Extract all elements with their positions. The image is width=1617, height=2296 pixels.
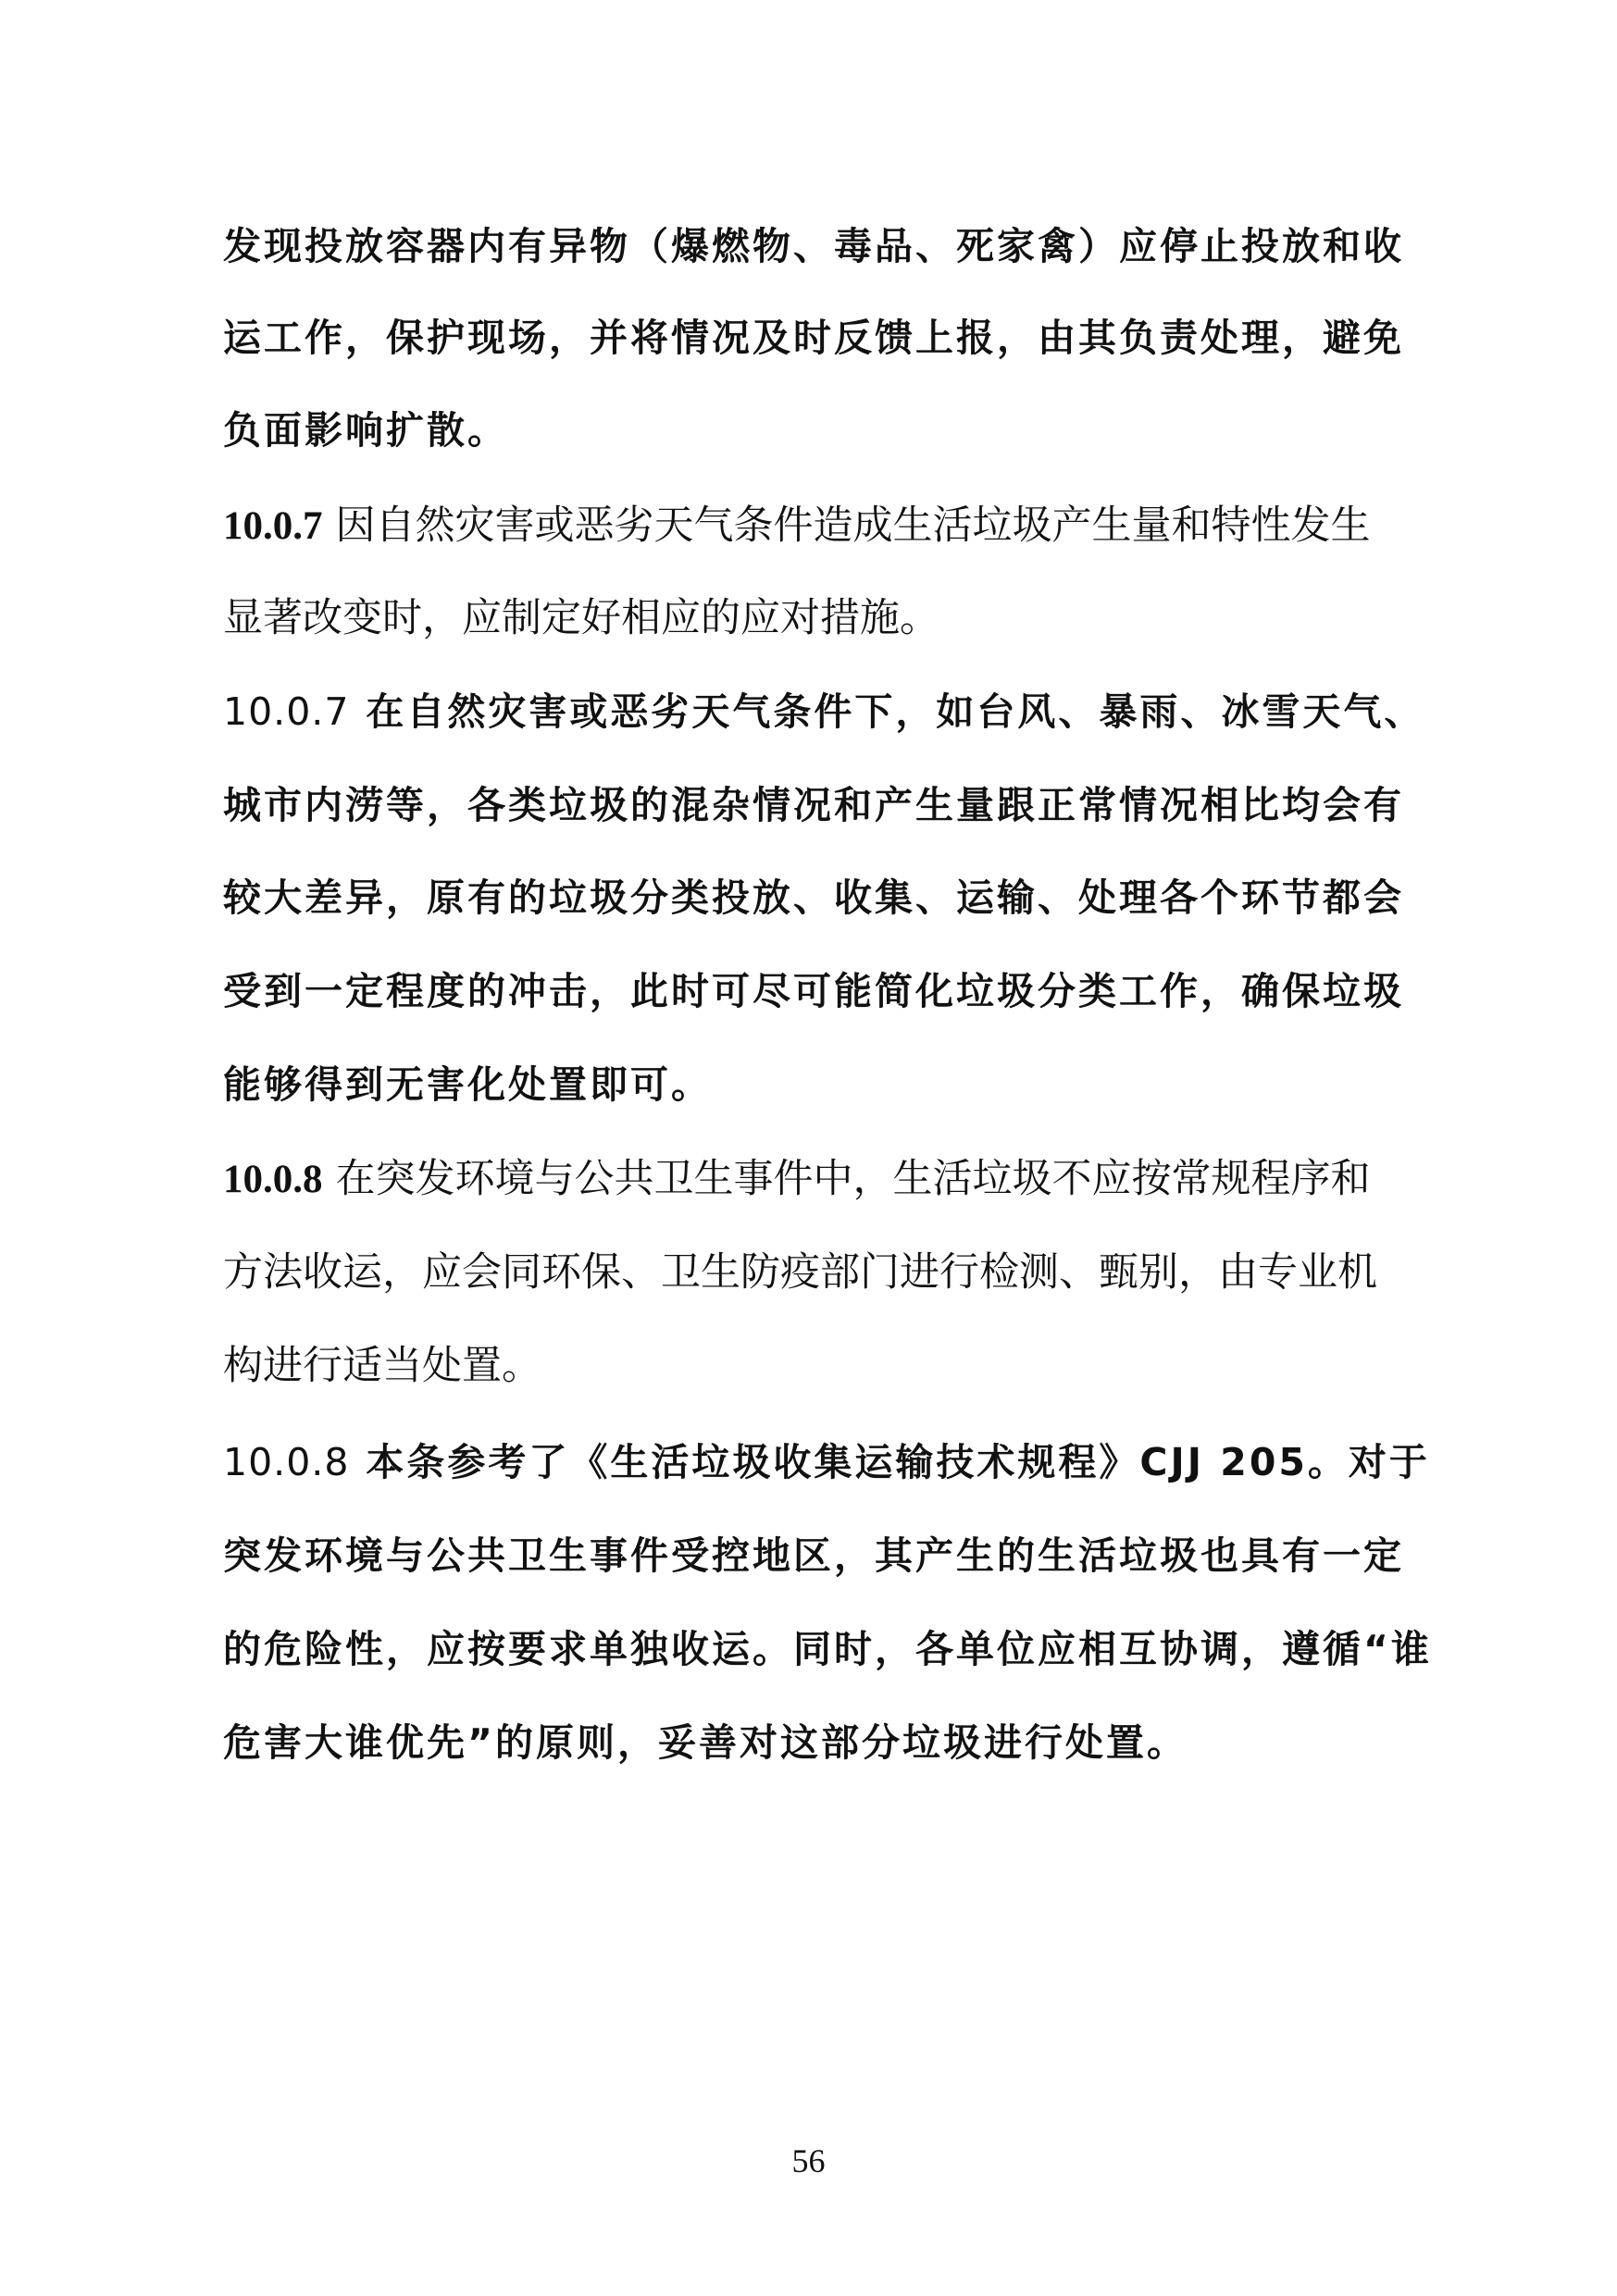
clause-line [223, 1253, 1399, 1293]
text-line: 危害大谁优先”的原则，妥善对这部分垃圾进行处置。 [223, 1720, 1188, 1765]
explanation-line [223, 969, 1404, 1013]
clause-number: 10.0.7 [223, 504, 323, 548]
text-line: 构进行适当处置。 [223, 1345, 541, 1388]
text-line: 本条参考了《生活垃圾收集运输技术规程》CJJ 205。对于 [366, 1440, 1430, 1484]
clause-line [223, 599, 1399, 639]
clause-line [223, 1160, 1399, 1199]
explanation-line [223, 1062, 1399, 1107]
clause-line [223, 1347, 1399, 1386]
explanation-line [223, 1533, 1404, 1578]
text-line: 能够得到无害化处置即可。 [223, 1062, 712, 1107]
text-line: 在自然灾害或恶劣天气条件下，如台风、暴雨、冰雪天气、 [366, 689, 1425, 734]
text-line: 受到一定程度的冲击，此时可尽可能简化垃圾分类工作，确保垃圾 [223, 969, 1404, 1013]
explanation-number: 10.0.7 [223, 689, 350, 734]
explanation-line [223, 316, 1404, 360]
text-line: 较大差异，原有的垃圾分类投放、收集、运输、处理各个环节都会 [223, 875, 1404, 920]
text-line: 因自然灾害或恶劣天气条件造成生活垃圾产生量和特性发生 [335, 504, 1371, 548]
explanation-line [223, 875, 1404, 920]
explanation-line [223, 689, 1425, 734]
text-line: 方法收运，应会同环保、卫生防疫部门进行检测、甄别，由专业机 [223, 1251, 1377, 1295]
explanation-line [223, 408, 1399, 453]
explanation-line [223, 1720, 1399, 1765]
explanation-line [223, 1440, 1430, 1484]
explanation-line [223, 224, 1404, 268]
text-line: 发现投放容器内有异物（爆燃物、毒品、死家禽）应停止投放和收 [223, 224, 1404, 268]
explanation-line [223, 1627, 1432, 1671]
text-line: 突发环境与公共卫生事件受控地区，其产生的生活垃圾也具有一定 [223, 1533, 1404, 1578]
explanation-line [223, 783, 1404, 827]
explanation-number: 10.0.8 [223, 1440, 350, 1484]
clause-line [223, 506, 1399, 546]
text-line: 在突发环境与公共卫生事件中，生活垃圾不应按常规程序和 [335, 1158, 1371, 1201]
text-line: 运工作，保护现场，并将情况及时反馈上报，由其负责处理，避免 [223, 316, 1404, 360]
text-line: 显著改变时，应制定好相应的应对措施。 [223, 597, 939, 640]
page-number: 56 [791, 2142, 826, 2179]
clause-number: 10.0.8 [223, 1158, 323, 1201]
text-line: 负面影响扩散。 [223, 408, 508, 453]
text-line: 的危险性，应按要求单独收运。同时，各单位应相互协调，遵循“谁 [223, 1627, 1432, 1671]
text-line: 城市内涝等，各类垃圾的混杂情况和产生量跟正常情况相比均会有 [223, 783, 1404, 827]
